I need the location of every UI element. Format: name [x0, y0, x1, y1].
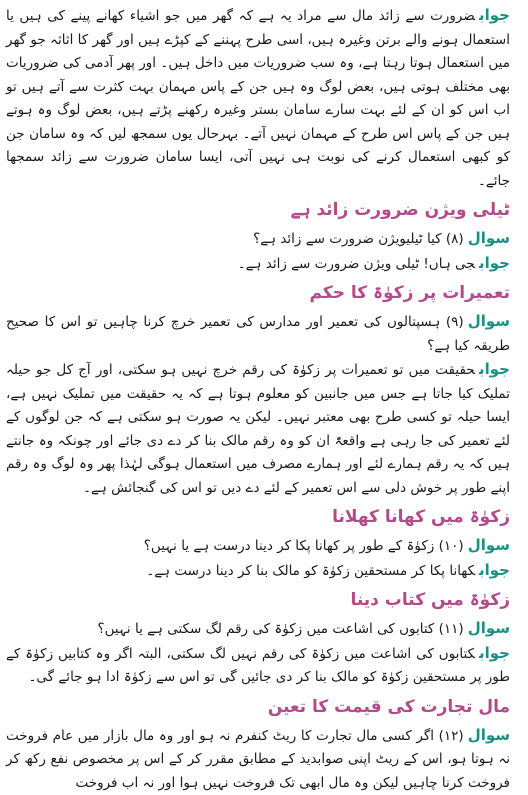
question-label: سوال [468, 619, 510, 637]
answer-paragraph [6, 559, 510, 584]
question-text: (۹) ہسپتالوں کی تعمیر اور مدارس کی تعمیر خرچ کرنا چاہیں تو اس کا صحیح طریقہ کیا ہے؟ [6, 314, 510, 354]
answer-label: جواب [479, 360, 510, 378]
question-paragraph [6, 227, 510, 252]
section-food [6, 504, 510, 583]
section-books [6, 587, 510, 690]
answer-text: حقیقت میں تو تعمیرات پر زکوٰۃ کی رقم خرچ نہیں ہو سکتی، اور آج کل جو حیلہ تملیک کیا جاتا ہے جس میں جانبین کو معلوم ہوتا ہے کہ یہ حقیقت میں تملیک نہیں ہے، ایسا حیلہ تو کسی طرح بھی معتبر نہیں۔ لیکن یہ صورت ہو سکتی ہے کہ جن لوگوں کے لئے تعمیر کی جا رہی ہے واقعۃً ان کو وہ رقم مالک بنا کر دے دی جائے اور چونکہ وہ جانتے ہیں کہ یہ رقم ہمارے لئے اور ہمارے مصرف میں استعمال ہوگی لہٰذا پھر وہ لوگ وہ رقم اپنے طور پر خوش دلی سے اس تعمیر کے لئے دے دیں تو اس کی گنجائش ہے۔ [6, 362, 510, 496]
answer-label: جواب [479, 6, 510, 24]
answer-text: کھانا پکا کر مستحقین زکوٰۃ کو مالک بنا کر دینا درست ہے۔ [146, 563, 475, 579]
question-label: سوال [468, 726, 510, 744]
answer-text: جی ہاں! ٹیلی ویژن ضرورت سے زائد ہے۔ [238, 256, 475, 272]
question-text: (۱۲) اگر کسی مال تجارت کا ریٹ کنفرم نہ ہو اور وہ مال بازار میں عام فروخت نہ ہوتا ہو، اس کے ریٹ اپنی صوابدید کے مطابق مقرر کر کے اس پر مخصوص نفع رکھ کر فروخت کرنا چاہیں لیکن وہ مال ابھی تک فروخت نہیں ہوا اور نہ اب فروخت [6, 728, 510, 791]
answer-paragraph [6, 252, 510, 277]
question-label: سوال [468, 312, 510, 330]
section-tv [6, 197, 510, 276]
answer-label: جواب [479, 644, 510, 662]
answer-text: کتابوں کی اشاعت میں زکوٰۃ کی رقم نہیں لگ سکتی، البتہ اگر وہ کتابیں زکوٰۃ کے طور پر مستحقین زکوٰۃ کو مالک بنا کر دی جائیں گی تو اس سے زکوٰۃ ادا ہو جائے گی۔ [6, 646, 510, 686]
section-heading: تعمیرات پر زکوٰۃ کا حکم [6, 280, 510, 306]
answer-paragraph [6, 642, 510, 690]
answer-label: جواب [479, 254, 510, 272]
section-trade-goods [6, 694, 510, 795]
question-paragraph [6, 724, 510, 795]
question-paragraph [6, 617, 510, 642]
section-heading: مال تجارت کی قیمت کا تعین [6, 694, 510, 720]
question-text: (۸) کیا ٹیلیویژن ضرورت سے زائد ہے؟ [253, 231, 464, 247]
question-text: (۱۱) کتابوں کی اشاعت میں زکوٰۃ کی رقم لگ سکتی ہے یا نہیں؟ [97, 621, 463, 637]
question-text: (۱۰) زکوٰۃ کے طور پر کھانا پکا کر دینا درست ہے یا نہیں؟ [144, 538, 464, 554]
question-paragraph [6, 534, 510, 559]
answer-paragraph [6, 358, 510, 500]
answer-label: جواب [479, 561, 510, 579]
question-paragraph [6, 310, 510, 358]
section-construction [6, 280, 510, 500]
answer-text: ضرورت سے زائد مال سے مراد یہ ہے کہ گھر میں جو اشیاء کھانے پینے کی ہیں یا استعمال ہونے والے برتن وغیرہ ہیں، اسی طرح پہننے کے کپڑے ہیں اور گھر کا اثاثہ جو گھر میں استعمال ہوتا رہتا ہے، وہ سب ضروریات میں داخل ہیں۔ اور پھر آدمی کی ضروریات بھی مختلف ہوتی ہیں، بعض لوگ وہ ہیں جن کے پاس مہمان بہت کثرت سے آتے ہیں تو اب اس کو ان کے لئے بہت سارے سامان بستر وغیرہ رکھنے پڑتے ہیں، بعض لوگ وہ ہوتے ہیں جن کے پاس اس طرح کے مہمان نہیں آتے۔ بہرحال یوں سمجھ لیں کہ وہ سامان جن کو کبھی استعمال کرنے کی نوبت ہی نہیں آتی، ایسا سامان ضرورت سے زائد سمجھا جائے۔ [6, 8, 510, 189]
section-heading: زکوٰۃ میں کھانا کھلانا [6, 504, 510, 530]
question-label: سوال [468, 536, 510, 554]
question-label: سوال [468, 229, 510, 247]
section-heading: زکوٰۃ میں کتاب دینا [6, 587, 510, 613]
intro-answer-paragraph [6, 4, 510, 193]
section-heading: ٹیلی ویژن ضرورت زائد ہے [6, 197, 510, 223]
